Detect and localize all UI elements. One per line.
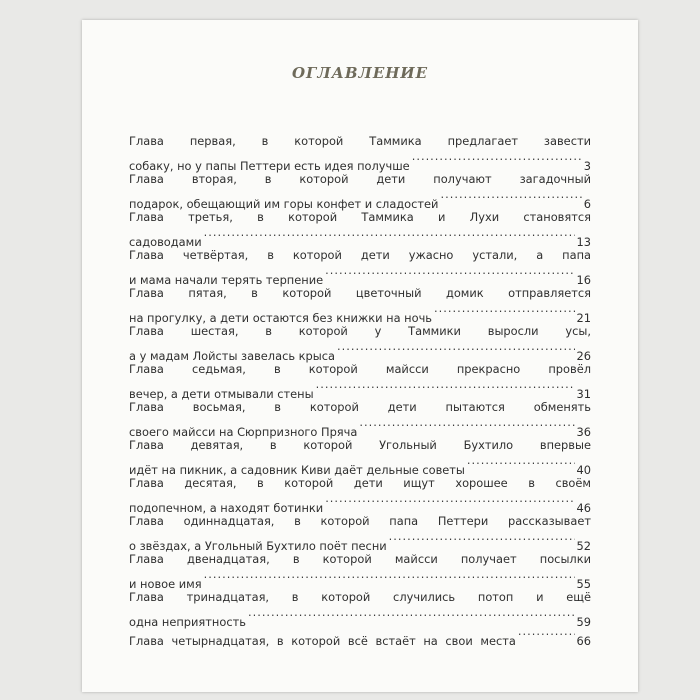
toc-entry <box>129 246 591 287</box>
toc-page-number: 36 <box>576 425 591 439</box>
toc-entry-text-cont: вечер, а дети отмывали стены <box>129 387 314 401</box>
toc-entry-text: Глава одиннадцатая, в которой папа Петтери рассказывает <box>129 514 591 528</box>
leader-dots <box>335 341 574 360</box>
toc-page-number: 46 <box>576 501 591 515</box>
toc-entry <box>129 512 591 553</box>
leader-dots <box>202 569 575 588</box>
toc-entry-text-cont: подарок, обещающий им горы конфет и сладостей <box>129 197 439 211</box>
toc-entry-text-cont: а у мадам Лойсты завелась крыса <box>129 349 336 363</box>
leader-dots <box>323 493 574 512</box>
table-of-contents <box>129 132 591 648</box>
toc-entry <box>129 398 591 439</box>
toc-entry-text-cont: собаку, но у папы Петтери есть идея получше <box>129 159 410 173</box>
toc-entry-text-cont: о звёздах, а Угольный Бухтило поёт песни <box>129 539 387 553</box>
leader-dots <box>516 626 575 645</box>
page-title: ОГЛАВЛЕНИЕ <box>291 64 429 82</box>
toc-entry <box>129 208 591 249</box>
leader-dots <box>438 189 581 208</box>
leader-dots <box>410 151 582 170</box>
leader-dots <box>314 379 575 398</box>
toc-entry-text: Глава двенадцатая, в которой майсси получает посылки <box>129 552 591 566</box>
toc-page-number: 26 <box>576 349 591 363</box>
toc-entry-text: Глава четырнадцатая, в которой всё встаёт на свои места <box>129 634 516 648</box>
leader-dots <box>357 417 574 436</box>
toc-entry <box>129 360 591 401</box>
book-page <box>82 20 638 692</box>
toc-page-number: 21 <box>576 311 591 325</box>
toc-page-number: 40 <box>576 463 591 477</box>
toc-entry-text-cont: одна неприятность <box>129 615 246 629</box>
toc-entry-text: Глава десятая, в которой дети ищут хорошее в своём <box>129 476 591 490</box>
toc-entry <box>129 284 591 325</box>
toc-page-number: 3 <box>583 159 591 173</box>
toc-page-number: 16 <box>576 273 591 287</box>
toc-entry-text: Глава четвёртая, в которой дети ужасно устали, а папа <box>129 248 591 262</box>
toc-entry-text-cont: на прогулку, а дети остаются без книжки на ночь <box>129 311 433 325</box>
leader-dots <box>387 531 575 550</box>
leader-dots <box>323 265 574 284</box>
toc-entry-text-cont: своего майсси на Сюрпризного Пряча <box>129 425 358 439</box>
toc-entry-text: Глава первая, в которой Таммика предлагает завести <box>129 134 591 148</box>
toc-entry-text: Глава тринадцатая, в которой случились потоп и ещё <box>129 590 591 604</box>
leader-dots <box>246 607 575 626</box>
toc-entry <box>129 474 591 515</box>
toc-entry-text: Глава вторая, в которой дети получают загадочный <box>129 172 591 186</box>
toc-page-number: 66 <box>576 634 591 648</box>
toc-entry-text: Глава шестая, в которой у Таммики выросли усы, <box>129 324 591 338</box>
toc-entry-text: Глава пятая, в которой цветочный домик отправляется <box>129 286 591 300</box>
toc-entry <box>129 588 591 629</box>
toc-entry-text-cont: и новое имя <box>129 577 202 591</box>
toc-page-number: 6 <box>583 197 591 211</box>
toc-entry <box>129 132 591 173</box>
toc-page-number: 59 <box>576 615 591 629</box>
toc-entry-text: Глава девятая, в которой Угольный Бухтило впервые <box>129 438 591 452</box>
toc-entry-text-cont: и мама начали терять терпение <box>129 273 324 287</box>
toc-entry-text: Глава седьмая, в которой майсси прекрасно провёл <box>129 362 591 376</box>
toc-entry <box>129 436 591 477</box>
toc-entry-text-cont: садоводами <box>129 235 202 249</box>
toc-page-number: 13 <box>576 235 591 249</box>
leader-dots <box>432 303 574 322</box>
toc-page-number: 55 <box>576 577 591 591</box>
toc-entry <box>129 322 591 363</box>
leader-dots <box>202 227 575 246</box>
toc-entry-text: Глава восьмая, в которой дети пытаются обменять <box>129 400 591 414</box>
toc-entry <box>129 550 591 591</box>
toc-page-number: 52 <box>576 539 591 553</box>
toc-entry-text: Глава третья, в которой Таммика и Лухи становятся <box>129 210 591 224</box>
toc-page-number: 31 <box>576 387 591 401</box>
toc-entry-text-cont: подопечном, а находят ботинки <box>129 501 324 515</box>
toc-entry-text-cont: идёт на пикник, а садовник Киви даёт дельные советы <box>129 463 465 477</box>
leader-dots <box>465 455 575 474</box>
toc-entry <box>129 170 591 211</box>
